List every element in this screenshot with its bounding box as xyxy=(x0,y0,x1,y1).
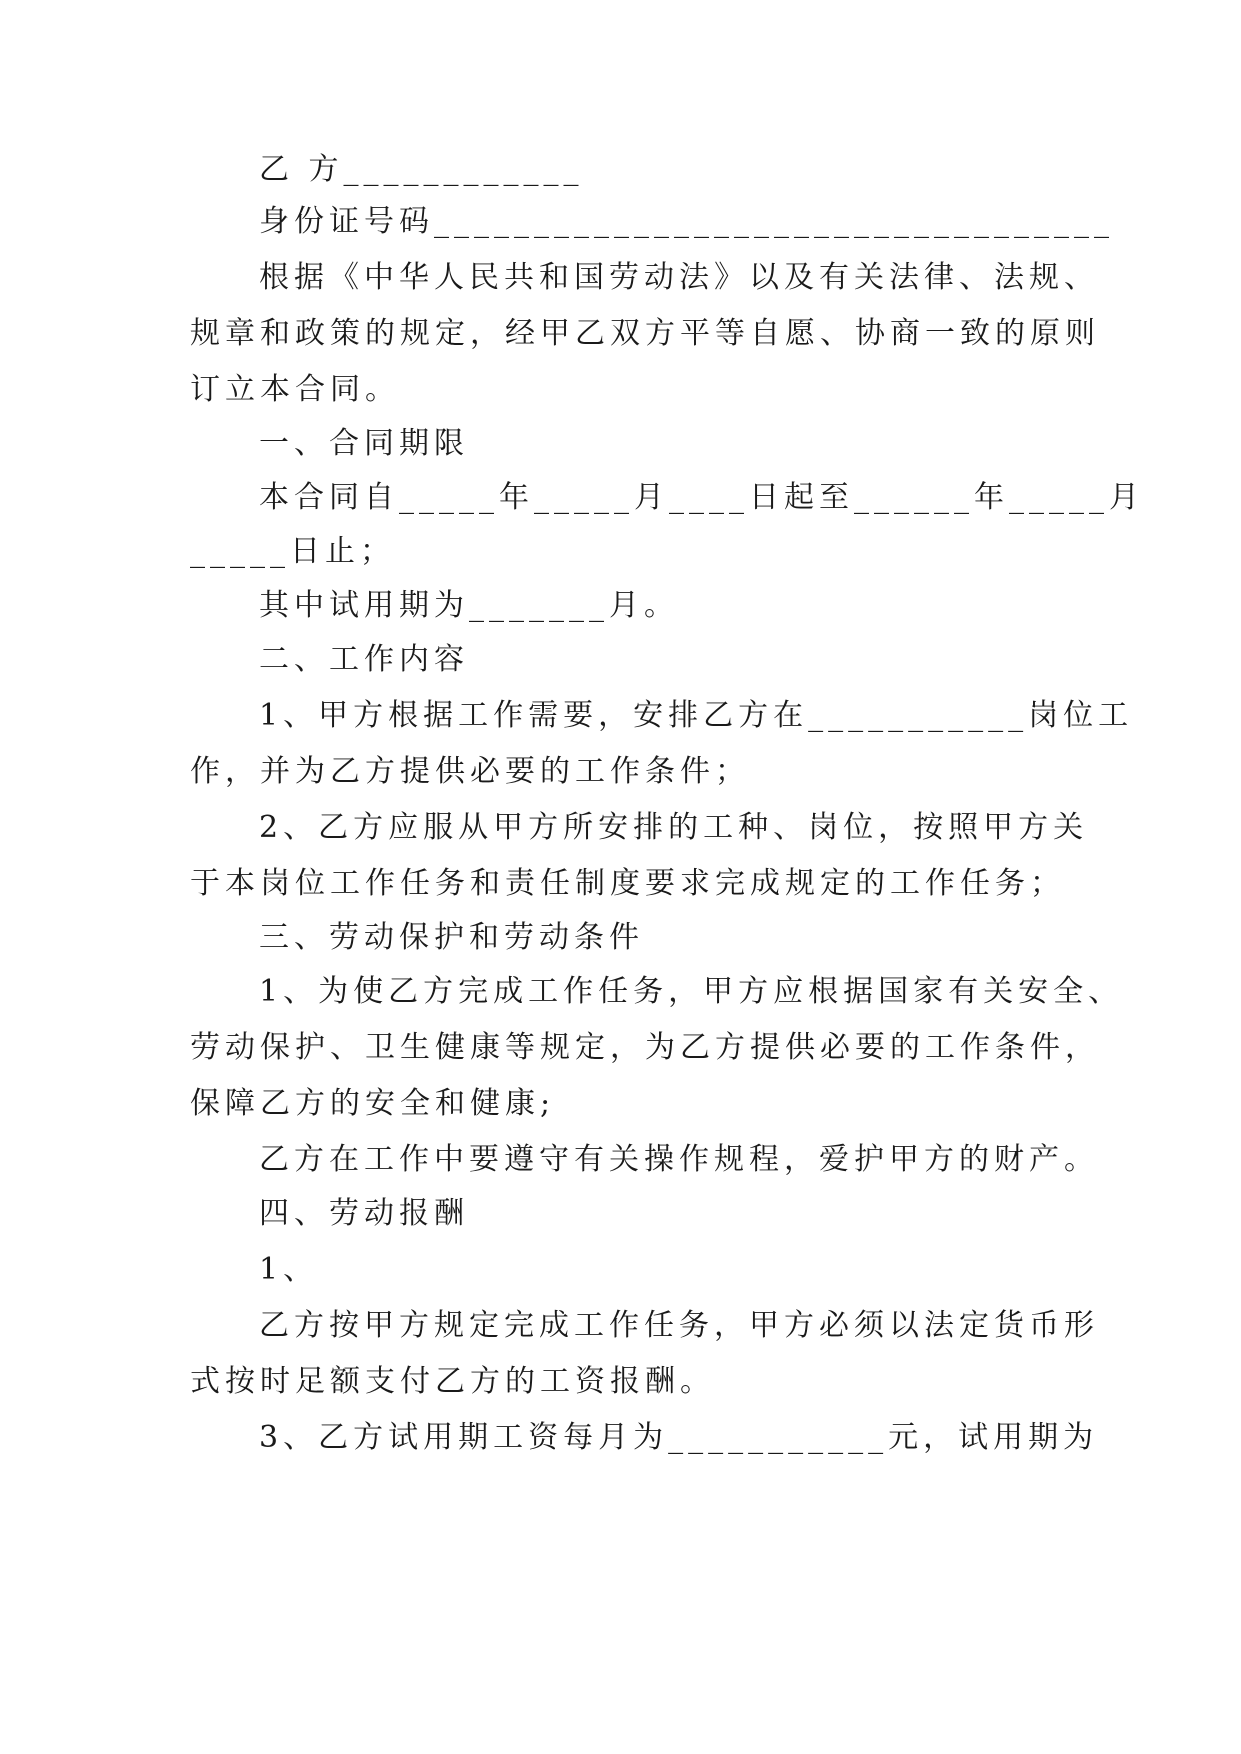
id-number-blank: __________________________________ xyxy=(434,204,1114,239)
clause-4-1-number: 1、 xyxy=(259,1252,319,1287)
clause-2-2-line-2: 于本岗位工作任务和责任制度要求完成规定的工作任务； xyxy=(190,866,1065,901)
party-b-line xyxy=(259,150,584,190)
section-heading-4: 四、劳动报酬 xyxy=(259,1196,469,1231)
clause-2-1-line-2: 作，并为乙方提供必要的工作条件； xyxy=(190,754,750,789)
clause-4-3-line: 3、乙方试用期工资每月为___________元，试用期为 xyxy=(259,1420,1099,1455)
probation-line: 其中试用期为_______月。 xyxy=(259,588,679,623)
clause-2-2-line-1: 2、乙方应服从甲方所安排的工种、岗位，按照甲方关 xyxy=(259,810,1089,845)
term-line-2: _____日止； xyxy=(190,534,395,569)
term-line-1: 本合同自_____年_____月____日起至______年_____月 xyxy=(259,480,1144,515)
clause-4-1-line-2: 式按时足额支付乙方的工资报酬。 xyxy=(190,1364,715,1399)
clause-3-2-line: 乙方在工作中要遵守有关操作规程，爱护甲方的财产。 xyxy=(259,1142,1099,1177)
clause-3-1-line-1: 1、为使乙方完成工作任务，甲方应根据国家有关安全、 xyxy=(259,974,1124,1009)
section-heading-1: 一、合同期限 xyxy=(259,426,469,461)
paragraph-basis-line-2: 规章和政策的规定，经甲乙双方平等自愿、协商一致的原则 xyxy=(190,316,1100,351)
clause-2-1-line-1: 1、甲方根据工作需要，安排乙方在___________岗位工 xyxy=(259,698,1134,733)
section-heading-3: 三、劳动保护和劳动条件 xyxy=(259,920,644,955)
party-b-blank: ____________ xyxy=(343,152,584,187)
id-number-line xyxy=(259,202,1114,242)
paragraph-basis-line-1: 根据《中华人民共和国劳动法》以及有关法律、法规、 xyxy=(259,260,1099,295)
clause-4-1-line-1: 乙方按甲方规定完成工作任务，甲方必须以法定货币形 xyxy=(259,1308,1099,1343)
party-b-label: 乙 方 xyxy=(259,152,344,187)
id-number-label: 身份证号码 xyxy=(259,204,434,239)
paragraph-basis-line-3: 订立本合同。 xyxy=(190,372,400,407)
clause-3-1-line-2: 劳动保护、卫生健康等规定，为乙方提供必要的工作条件， xyxy=(190,1030,1100,1065)
clause-3-1-line-3: 保障乙方的安全和健康; xyxy=(190,1086,556,1121)
section-heading-2: 二、工作内容 xyxy=(259,642,469,677)
